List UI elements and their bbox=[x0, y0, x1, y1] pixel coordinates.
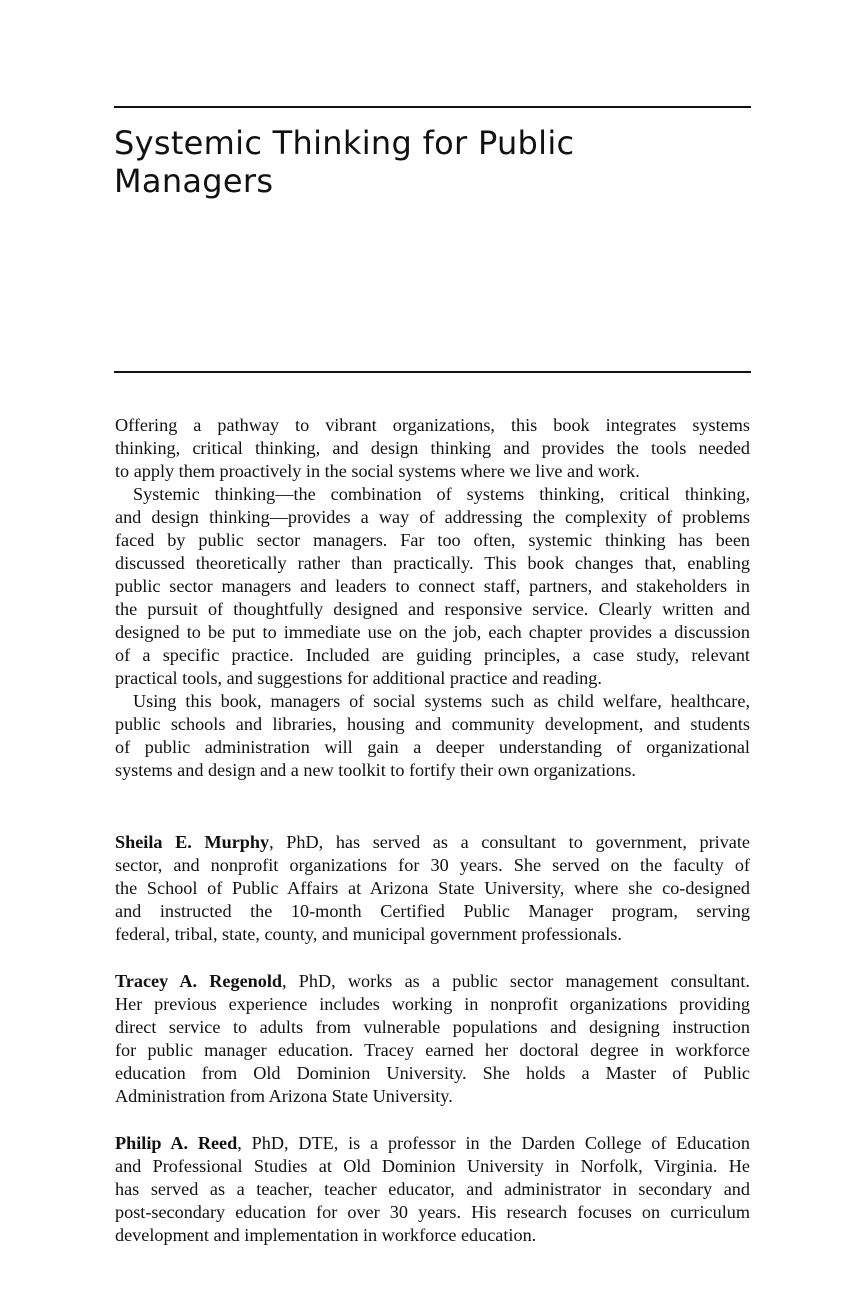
text-line bbox=[115, 970, 750, 993]
text-line: the School of Public Affairs at Arizona State University, where she co-designed bbox=[115, 878, 750, 898]
text-line: of public administration will gain a deeper understanding of organizational bbox=[115, 737, 750, 757]
text-line: Administration from Arizona State University. bbox=[115, 1086, 453, 1106]
author-name: Philip A. Reed bbox=[115, 1133, 238, 1153]
text-line: sector, and nonprofit organizations for 30 years. She served on the faculty of bbox=[115, 855, 750, 875]
text-line: the pursuit of thoughtfully designed and responsive service. Clearly written and bbox=[115, 599, 750, 619]
description-paragraph bbox=[115, 690, 750, 782]
text-line: practical tools, and suggestions for additional practice and reading. bbox=[115, 668, 602, 688]
text-line: education from Old Dominion University. She holds a Master of Public bbox=[115, 1063, 750, 1083]
description-paragraph bbox=[115, 414, 750, 483]
text-line: to apply them proactively in the social systems where we live and work. bbox=[115, 461, 640, 481]
text-line: Using this book, managers of social systems such as child welfare, healthcare, bbox=[133, 691, 750, 711]
text-line: public sector managers and leaders to connect staff, partners, and stakeholders in bbox=[115, 576, 750, 596]
text-line: public schools and libraries, housing and community development, and students bbox=[115, 714, 750, 734]
text-line: Offering a pathway to vibrant organizations, this book integrates systems bbox=[115, 415, 750, 435]
text-fragment: , PhD, works as a public sector management consultant. bbox=[282, 971, 750, 991]
title-line: Systemic Thinking for Public bbox=[114, 124, 575, 162]
top-rule bbox=[114, 106, 751, 108]
text-line: and instructed the 10-month Certified Public Manager program, serving bbox=[115, 901, 750, 921]
bottom-rule bbox=[114, 371, 751, 373]
author-bios bbox=[115, 831, 750, 1271]
book-title bbox=[114, 124, 574, 200]
text-line: development and implementation in workforce education. bbox=[115, 1225, 537, 1245]
author-bio bbox=[115, 970, 750, 1108]
text-line bbox=[115, 1132, 750, 1155]
author-name: Sheila E. Murphy bbox=[115, 832, 270, 852]
text-line: designed to be put to immediate use on the job, each chapter provides a discussion bbox=[115, 622, 750, 642]
text-fragment: , PhD, DTE, is a professor in the Darden College of Education bbox=[237, 1133, 750, 1153]
text-line: Her previous experience includes working in nonprofit organizations providing bbox=[115, 994, 750, 1014]
text-line: discussed theoretically rather than practically. This book changes that, enabling bbox=[115, 553, 750, 573]
text-line bbox=[115, 831, 750, 854]
text-line: has served as a teacher, teacher educator, and administrator in secondary and bbox=[115, 1179, 750, 1199]
text-line: Systemic thinking—the combination of systems thinking, critical thinking, bbox=[133, 484, 750, 504]
author-bio bbox=[115, 1132, 750, 1247]
title-line: Managers bbox=[114, 162, 274, 200]
text-line: federal, tribal, state, county, and municipal government professionals. bbox=[115, 924, 622, 944]
author-name: Tracey A. Regenold bbox=[115, 971, 283, 991]
book-description bbox=[115, 414, 750, 782]
text-line: faced by public sector managers. Far too often, systemic thinking has been bbox=[115, 530, 750, 550]
text-line: for public manager education. Tracey earned her doctoral degree in workforce bbox=[115, 1040, 750, 1060]
text-line: systems and design and a new toolkit to fortify their own organizations. bbox=[115, 760, 636, 780]
text-line: direct service to adults from vulnerable populations and designing instruction bbox=[115, 1017, 750, 1037]
text-line: and design thinking—provides a way of addressing the complexity of problems bbox=[115, 507, 750, 527]
author-bio bbox=[115, 831, 750, 946]
text-line: of a specific practice. Included are guiding principles, a case study, relevant bbox=[115, 645, 750, 665]
text-line: and Professional Studies at Old Dominion University in Norfolk, Virginia. He bbox=[115, 1156, 750, 1176]
text-line: thinking, critical thinking, and design thinking and provides the tools needed bbox=[115, 438, 750, 458]
text-fragment: , PhD, has served as a consultant to government, private bbox=[269, 832, 751, 852]
text-line: post-secondary education for over 30 years. His research focuses on curriculum bbox=[115, 1202, 750, 1222]
description-paragraph bbox=[115, 483, 750, 690]
